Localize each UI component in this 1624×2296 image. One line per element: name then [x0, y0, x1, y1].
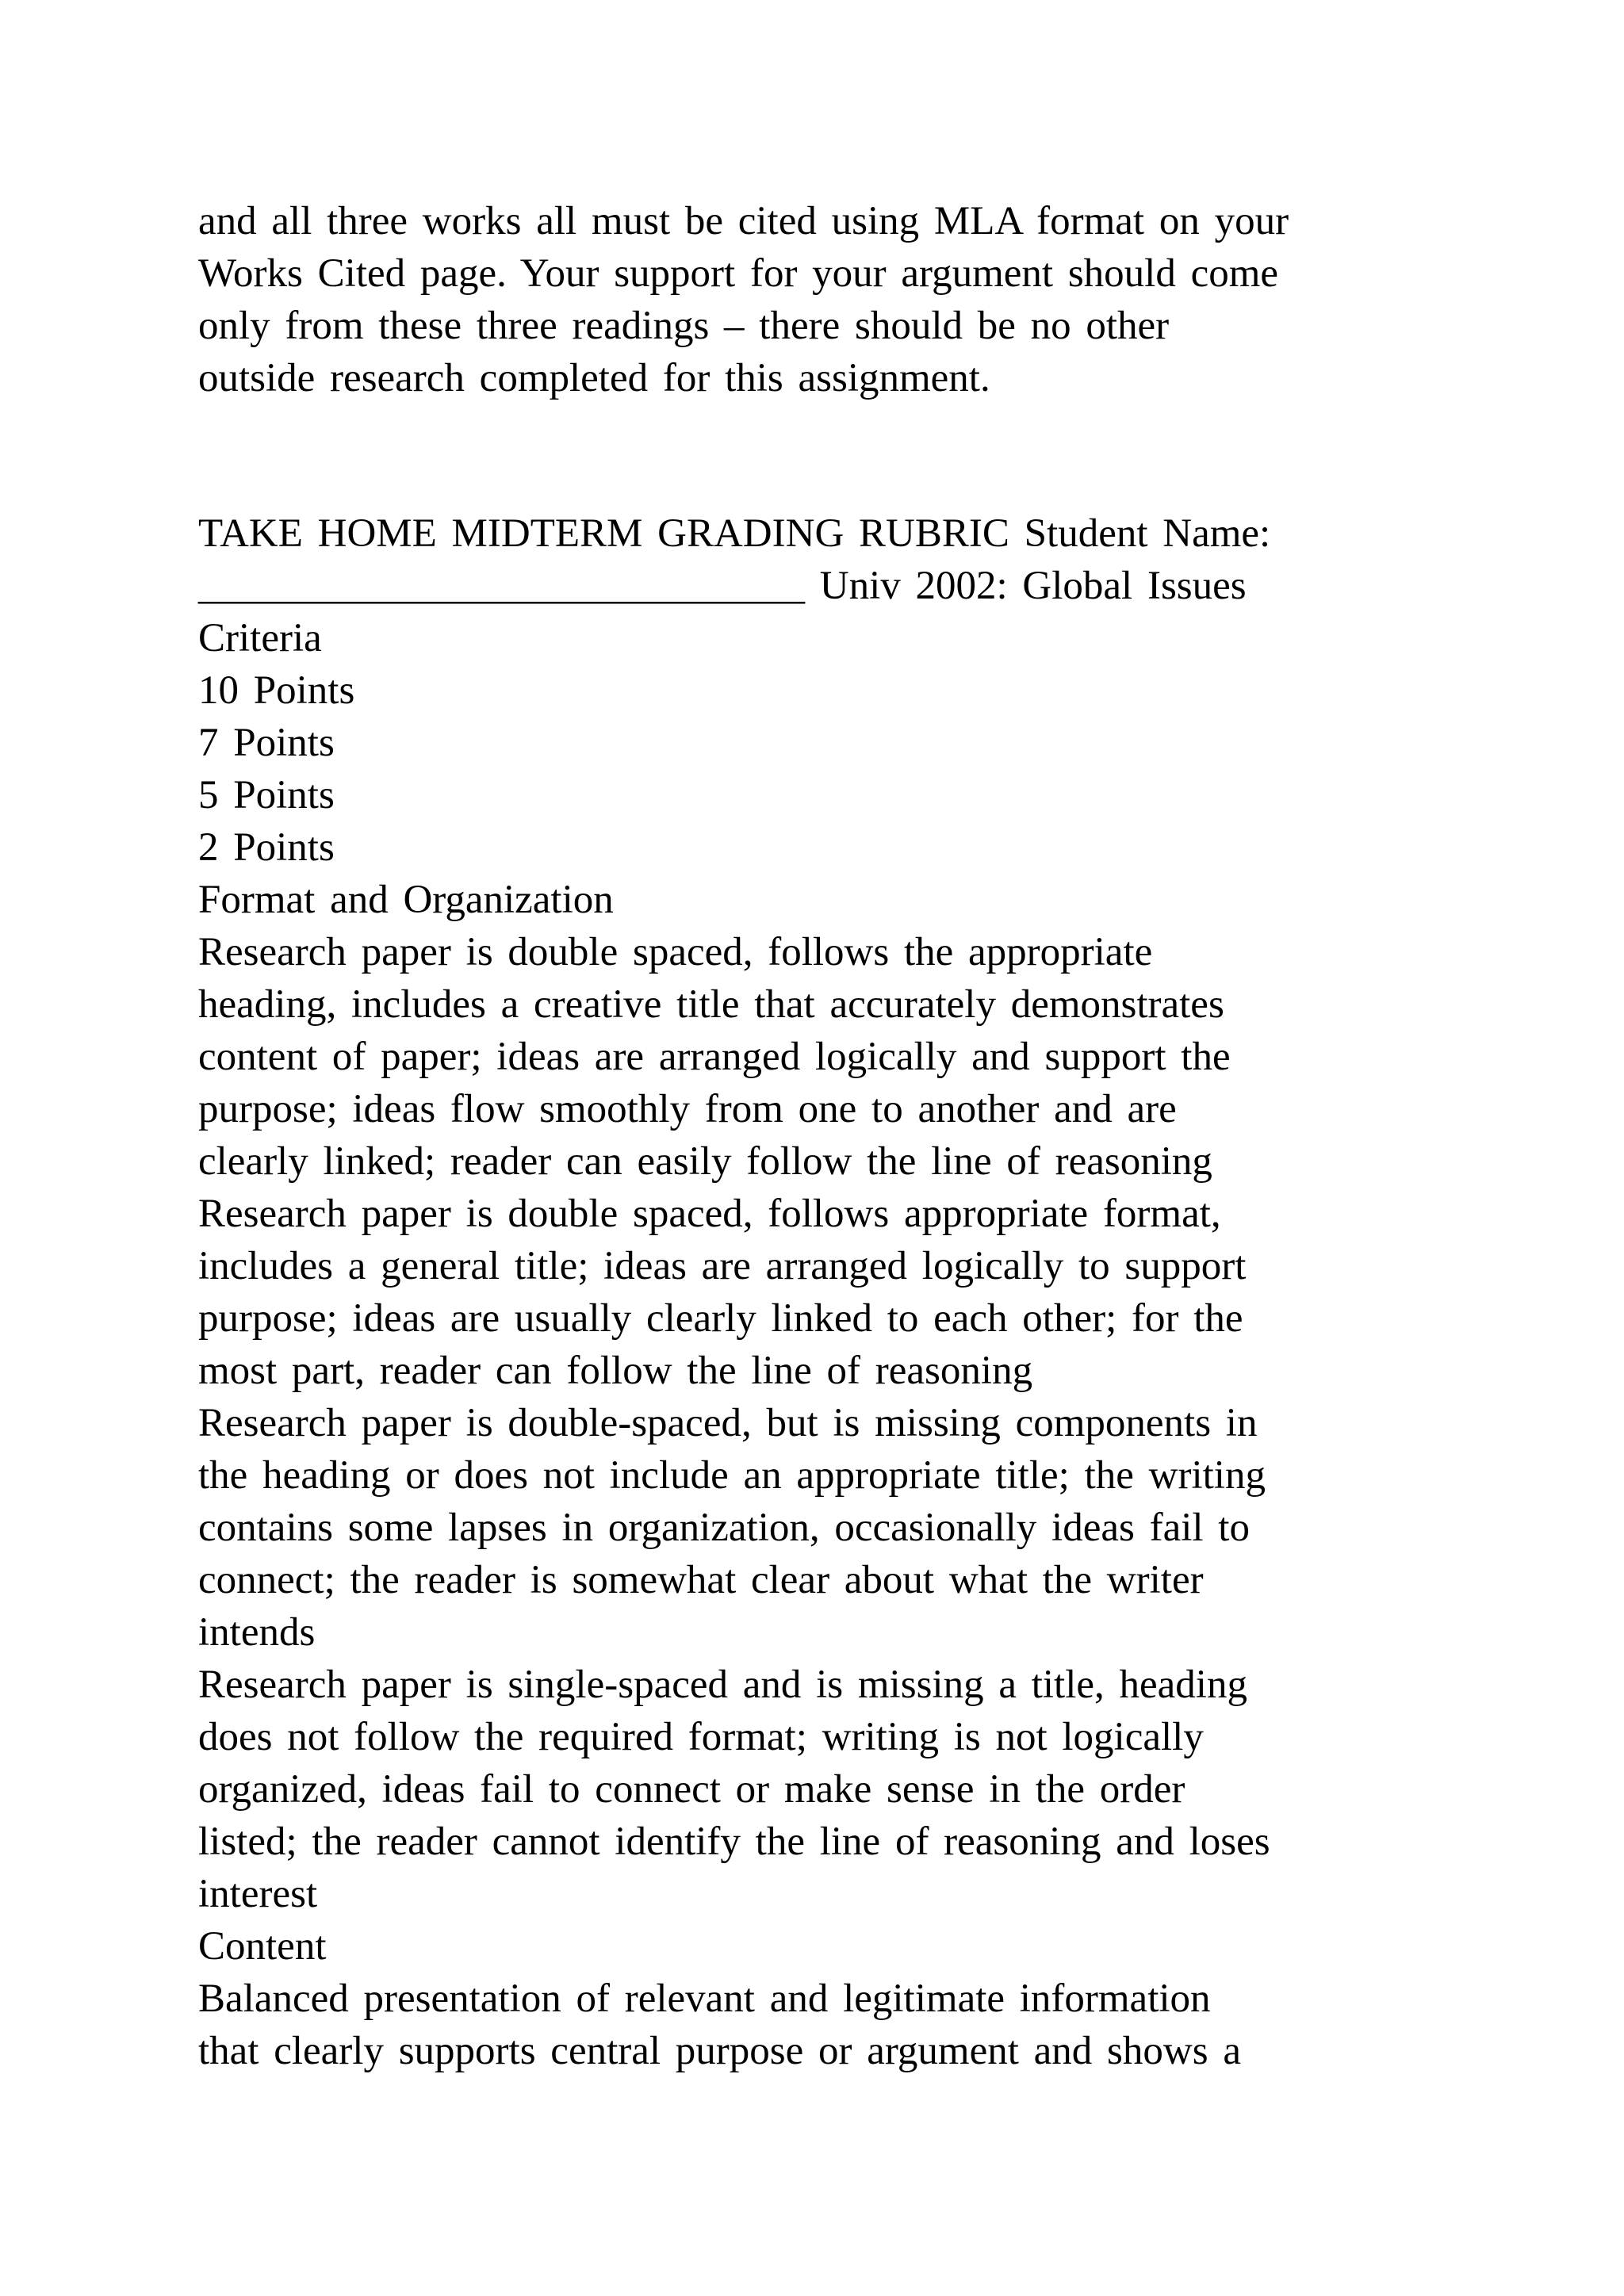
- text-line: contains some lapses in organization, occasionally ideas fail to: [198, 1506, 1250, 1550]
- text-line: that clearly supports central purpose or argument and shows a: [198, 2029, 1241, 2073]
- text-line: purpose; ideas flow smoothly from one to another and are: [198, 1087, 1177, 1131]
- text-line: heading, includes a creative title that accurately demonstrates: [198, 982, 1224, 1027]
- text-line: includes a general title; ideas are arranged logically to support: [198, 1244, 1247, 1288]
- text-line: most part, reader can follow the line of reasoning: [198, 1349, 1033, 1393]
- criterion-format-organization: Format and Organization: [198, 878, 614, 922]
- text-line: outside research completed for this assignment.: [198, 356, 990, 400]
- text-line: Balanced presentation of relevant and legitimate information: [198, 1976, 1211, 2021]
- points-header-5: 5 Points: [198, 773, 335, 817]
- text-line: only from these three readings – there should be no other: [198, 304, 1170, 348]
- text-line: and all three works all must be cited using MLA format on your: [198, 199, 1289, 243]
- text-line: Research paper is double-spaced, but is missing components in: [198, 1401, 1258, 1445]
- text-line: connect; the reader is somewhat clear about what the writer: [198, 1558, 1204, 1602]
- text-line: Research paper is double spaced, follows the appropriate: [198, 930, 1153, 974]
- student-name-line: ______________________________ Univ 2002: Global Issues: [198, 564, 1247, 608]
- criteria-header: Criteria: [198, 616, 322, 660]
- rubric-title: TAKE HOME MIDTERM GRADING RUBRIC Student Name:: [198, 511, 1271, 556]
- text-line: interest: [198, 1872, 318, 1916]
- text-line: the heading or does not include an appropriate title; the writing: [198, 1453, 1266, 1498]
- points-header-7: 7 Points: [198, 721, 335, 765]
- text-line: organized, ideas fail to connect or make sense in the order: [198, 1767, 1185, 1812]
- text-line: clearly linked; reader can easily follow the line of reasoning: [198, 1139, 1212, 1184]
- text-line: listed; the reader cannot identify the line of reasoning and loses: [198, 1820, 1270, 1864]
- text-line: purpose; ideas are usually clearly linked to each other; for the: [198, 1296, 1243, 1341]
- text-line: Research paper is single-spaced and is missing a title, heading: [198, 1663, 1247, 1707]
- points-header-10: 10 Points: [198, 668, 355, 713]
- criterion-content: Content: [198, 1924, 327, 1969]
- text-line: content of paper; ideas are arranged logically and support the: [198, 1035, 1231, 1079]
- text-line: does not follow the required format; writing is not logically: [198, 1715, 1204, 1759]
- text-line: Research paper is double spaced, follows appropriate format,: [198, 1192, 1221, 1236]
- text-line: Works Cited page. Your support for your argument should come: [198, 251, 1279, 296]
- intro-paragraph: [198, 195, 1467, 404]
- points-header-2: 2 Points: [198, 825, 335, 870]
- grading-rubric: [198, 507, 1467, 2077]
- text-line: intends: [198, 1610, 316, 1655]
